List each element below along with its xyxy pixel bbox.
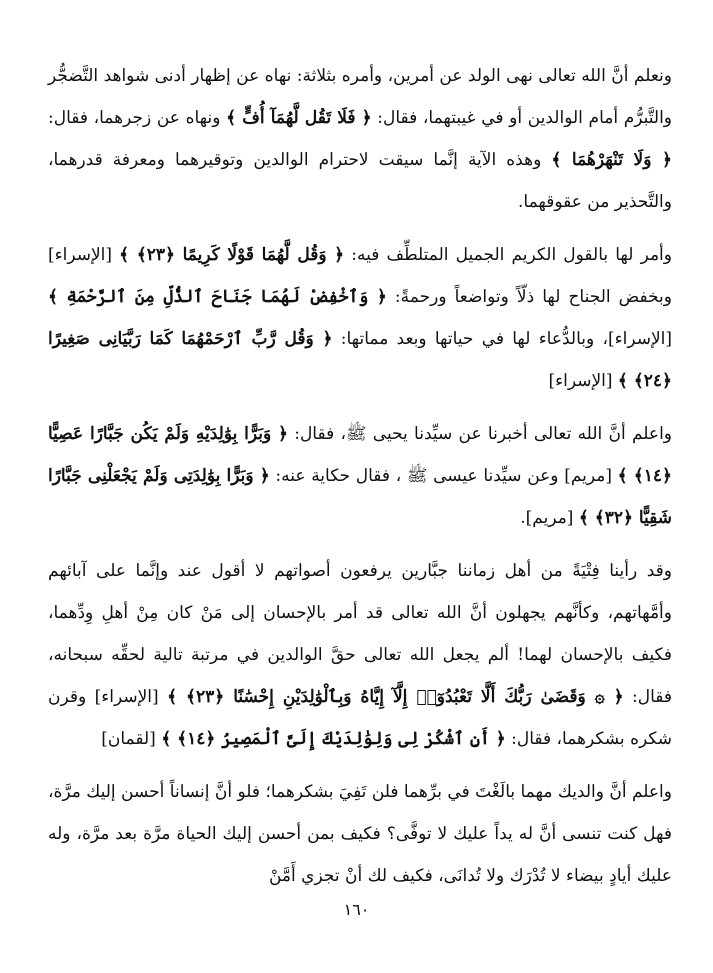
paragraph — [48, 413, 672, 539]
quran-verse: ﴿ وَقُل لَّهُمَا قَوْلًا كَرِيمًا ﴿٢٣﴾ ﴾ — [119, 245, 345, 265]
paragraph-text: [لقمان] — [101, 729, 162, 749]
paragraph-text: وهذه الآية إنَّما سيقت لاحترام الوالدين وتوقيرهما ومعرفة قدرهما، والتَّحذير من عقوقهما. — [48, 150, 672, 212]
paragraph — [48, 234, 672, 402]
paragraph-text: واعلم أنَّ الله تعالى أخبرنا عن سيِّدنا يحيى ﷺ، فقال: — [287, 424, 672, 444]
quran-verse: ﴿ وَبَرًّا بِوَٰلِدَيْهِ وَلَمْ يَكُن جَبَّارًا عَصِيًّا ﴿١٤﴾ ﴾ — [48, 424, 672, 486]
quran-verse: ﴿ فَلَا تَقُل لَّهُمَآ أُفٍّ ﴾ — [226, 108, 372, 128]
paragraph-text: [الإسراء]، وبالدُّعاء لها في حياتها وبعد مماتها: — [332, 329, 672, 349]
paragraph-text: ونهاه عن زجرهما، فقال: — [48, 108, 227, 128]
paragraph-text: وقد رأينا فِتْيَةً من أهل زماننا جبَّارين يرفعون أصواتهم لا أقول عند وإنَّما على آبائهم وأمَّهاتهم، وكأنَّهم يجهلون أنَّ الله تعالى قد أمر بالإحسان إلى مَنْ كان مِنْ أهلِ وِدِّهما، فكيف بالإحسان لهما! ألم يجعل الله تعالى حقَّ الوالدين في مرتبة تالية لحقِّه سبحانه، فقال: — [48, 561, 673, 707]
paragraph-text: [الإسراء] وبخفض الجناح لها ذلّاً وتواضعاً ورحمةً: — [48, 245, 672, 307]
paragraph-text: [مريم]. — [520, 508, 579, 528]
quran-verse: ﴿ وَلَا تَنْهَرْهُمَا ﴾ — [551, 150, 672, 170]
quran-verse: ﴿ أَنِ ٱشْكُرْ لِى وَلِوَٰلِدَيْكَ إِلَىَّ ٱلْمَصِيرُ ﴿١٤﴾ ﴾ — [161, 729, 506, 749]
quran-verse: ﴿ وَبَرًّا بِوَٰلِدَتِى وَلَمْ يَجْعَلْنِى جَبَّارًا شَقِيًّا ﴿٣٢﴾ ﴾ — [48, 466, 672, 528]
quran-verse: ﴿ وَٱخْفِضْ لَهُمَا جَنَاحَ ٱلذُّلِّ مِنَ ٱلرَّحْمَةِ ﴾ — [48, 287, 387, 307]
paragraph-text: وأمر لها بالقول الكريم الجميل المتلطِّف فيه: — [344, 245, 672, 265]
quran-verse: ﴿ وَقُل رَّبِّ ٱرْحَمْهُمَا كَمَا رَبَّيَانِى صَغِيرًا ﴿٢٤﴾ ﴾ — [48, 329, 672, 391]
paragraph-text: [الإسراء] وقرن شكره بشكرهما، فقال: — [48, 687, 672, 749]
paragraph — [48, 550, 672, 760]
page-number: ١٦٠ — [343, 900, 370, 919]
paragraph-text: [الإسراء] — [548, 371, 618, 391]
paragraph — [48, 55, 672, 223]
paragraph-text: واعلم أنَّ والديك مهما بالَغْتَ في برِّهما فلن تَفِيَ بشكرهما؛ فلو أنَّ إنساناً أحسن إليك مرَّة، فهل كنت تنسى أنَّ له يداً عليك لا توفَّى؟ فكيف بمن أحسن إليك الحياة مرَّة بعد مرَّة، وله عليك أيادٍ بيضاء لا تُدْرَك ولا تُدانَى، فكيف لك أنْ تجزي أَمَّنْ — [48, 782, 672, 886]
page-body — [48, 55, 672, 908]
paragraph — [48, 771, 672, 897]
paragraph-text: [مريم] وعن سيِّدنا عيسى ﷺ ، فقال حكاية عنه: — [269, 466, 618, 486]
paragraph-text: ونعلم أنَّ الله تعالى نهى الولد عن أمرين، وأمره بثلاثة: نهاه عن إظهار أدنى شواهد التَّضجُّر والتَّبرُّم أمام الوالدين أو في غيبتهما، فقال: — [48, 66, 672, 128]
quran-verse: ﴿ ۞ وَقَضَىٰ رَبُّكَ أَلَّا تَعْبُدُوٓا۟ إِلَّآ إِيَّاهُ وَبِٱلْوَٰلِدَيْنِ إِحْسَٰنًا ﴿٢٣﴾ ﴾ — [167, 687, 624, 707]
